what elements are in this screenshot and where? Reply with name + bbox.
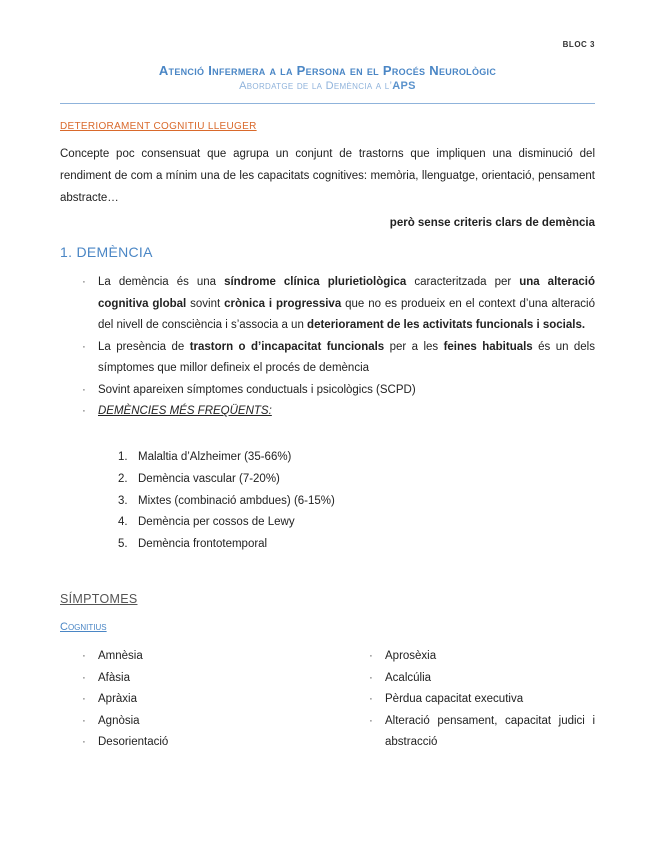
subtitle-text: Abordatge de la Demència a l’ xyxy=(239,80,393,92)
item-label: Mixtes (combinació ambdues) (6-15%) xyxy=(138,494,335,507)
list-item xyxy=(118,447,335,469)
item-number: 4. xyxy=(118,516,128,529)
item-label: Alteració pensament, capacitat judici i abstracció xyxy=(385,714,595,748)
bullet-marker: · xyxy=(82,340,86,353)
document-title: Atenció Infermera a la Persona en el Procés Neurològic xyxy=(158,63,497,78)
bullet-marker: · xyxy=(82,714,86,727)
symptoms-heading: SÍMPTOMES xyxy=(60,592,138,606)
bullet-marker: · xyxy=(82,650,86,662)
bold-term: síndrome clínica plurietiològica xyxy=(224,276,407,288)
frequent-dementias-list xyxy=(118,447,335,556)
list-item xyxy=(60,689,310,711)
list-item xyxy=(347,646,595,668)
item-number: 1. xyxy=(118,451,128,463)
list-item xyxy=(118,534,335,556)
item-label: Afàsia xyxy=(98,671,130,684)
dementia-heading: 1. DEMÈNCIA xyxy=(60,244,153,260)
dementia-definition xyxy=(60,272,595,337)
item-label: Acalcúlia xyxy=(385,671,432,684)
item-number: 5. xyxy=(118,538,128,551)
text: La presència de xyxy=(98,340,190,353)
document-subtitle xyxy=(0,80,655,92)
bloc-label: BLOC 3 xyxy=(562,40,595,49)
dementia-bullets xyxy=(60,272,595,423)
bold-term: feines habituals xyxy=(443,340,533,353)
subtitle-aps: APS xyxy=(392,80,416,92)
dementia-scpd xyxy=(60,380,595,402)
bold-term: una alteració cognitiva global xyxy=(98,276,595,310)
list-item xyxy=(347,668,595,690)
item-label: Apràxia xyxy=(98,693,137,705)
bullet-marker: · xyxy=(369,671,373,684)
list-item xyxy=(118,469,335,491)
dcl-heading: DETERIORAMENT COGNITIU LLEUGER xyxy=(60,121,257,132)
dementia-functional xyxy=(60,337,595,380)
item-label: Demència vascular (7-20%) xyxy=(138,472,280,485)
text: sovint xyxy=(186,297,225,310)
list-item xyxy=(118,512,335,534)
bold-term: deteriorament de les activitats funcionals i socials. xyxy=(307,319,586,331)
text: que no es produeix en el context d’una alteració del nivell de consciència i s’associa a un xyxy=(98,297,595,331)
text: Sovint apareixen símptomes conductuals i psicològics (SCPD) xyxy=(98,383,416,396)
list-item xyxy=(347,711,595,754)
cognitive-subheading: Cognitius xyxy=(60,621,107,633)
bullet-marker: · xyxy=(82,671,86,684)
symptoms-left-list xyxy=(60,646,310,754)
text: és un dels símptomes que millor defineix el procés de demència xyxy=(98,340,595,374)
bullet-marker: · xyxy=(369,650,373,662)
item-label: Demència per cossos de Lewy xyxy=(138,516,295,529)
list-item xyxy=(347,689,595,711)
dcl-concept: Concepte poc consensuat que agrupa un conjunt de trastorns que impliquen una disminució del rendiment de com a mínim una de les capacitats cognitives: memòria, llenguatge, orientació, pensament abstracte… xyxy=(60,148,595,204)
item-number: 2. xyxy=(118,472,128,485)
dementia-frequent-label xyxy=(60,401,595,423)
text: La demència és una xyxy=(98,276,225,288)
bold-term: crònica i progressiva xyxy=(224,297,342,310)
item-label: Amnèsia xyxy=(98,650,143,662)
text: caracteritzada per xyxy=(406,276,520,288)
text: per a les xyxy=(384,340,444,353)
list-item xyxy=(60,711,310,733)
bullet-marker: · xyxy=(369,693,373,705)
bullet-marker: · xyxy=(82,693,86,705)
item-label: Malaltia d’Alzheimer (35-66%) xyxy=(138,451,292,463)
item-label: Demència frontotemporal xyxy=(138,538,268,551)
text: DEMÈNCIES MÉS FREQÜENTS: xyxy=(98,405,272,417)
list-item xyxy=(118,491,335,513)
item-label: Pèrdua capacitat executiva xyxy=(385,693,524,705)
list-item xyxy=(60,646,310,668)
symptoms-right-list xyxy=(347,646,595,754)
dcl-note: però sense criteris clars de demència xyxy=(389,217,595,229)
bullet-marker: · xyxy=(82,383,86,396)
item-label: Agnòsia xyxy=(98,714,140,727)
bold-term: trastorn o d’incapacitat funcionals xyxy=(189,340,385,353)
list-item xyxy=(60,668,310,690)
item-number: 3. xyxy=(118,494,128,507)
list-item xyxy=(60,732,310,754)
item-label: Aprosèxia xyxy=(385,650,437,662)
header-divider xyxy=(60,103,595,104)
bullet-marker: · xyxy=(82,276,86,288)
bullet-marker: · xyxy=(369,714,373,727)
item-label: Desorientació xyxy=(98,736,169,748)
bullet-marker: · xyxy=(82,405,86,417)
bullet-marker: · xyxy=(82,736,86,748)
